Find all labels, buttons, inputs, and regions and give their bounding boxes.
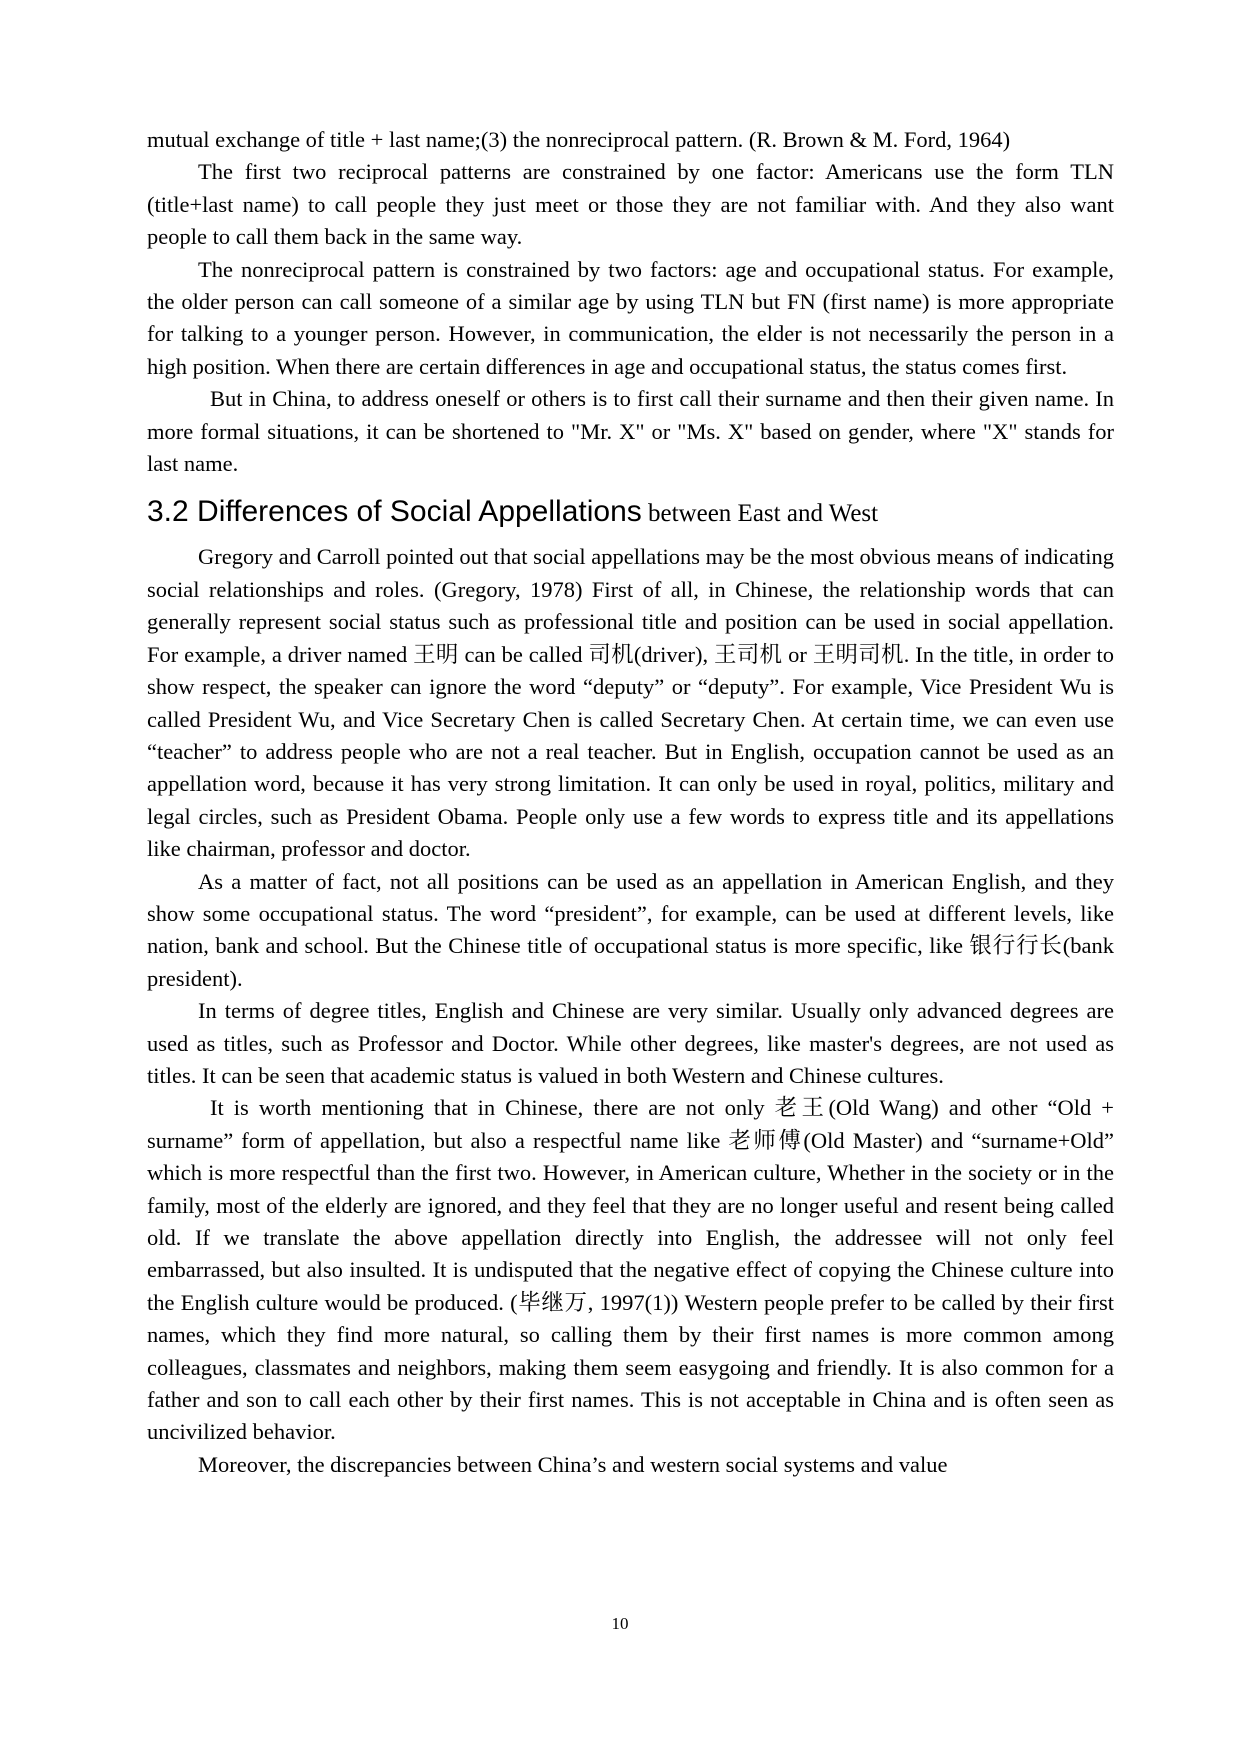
section-heading-sub: between East and West <box>641 500 879 528</box>
paragraph-china-addressing: But in China, to address oneself or others is to first call their surname and then their given name. In more formal situations, it can be shortened to "Mr. X" or "Ms. X" based on gender, where "X" stands for last name. <box>147 386 1114 477</box>
paragraph-old-surname: It is worth mentioning that in Chinese, there are not only 老王(Old Wang) and other “Old + surname” form of appellation, but also a respectful name like 老师傅(Old Master) and “surname+Old” which is more respectful than the first two. However, in American culture, Whether in the society or in the family, most of the elderly are ignored, and they feel that they are no longer useful and resent being called old. If we translate the above appellation directly into English, the addressee will not only feel embarrassed, but also insulted. It is undisputed that the negative effect of copying the Chinese culture into the English culture would be produced. (毕继万, 1997(1)) Western people prefer to be called by their first names, which they find more natural, so calling them by their first names is more common among colleagues, classmates and neighbors, making them seem easygoing and friendly. It is also common for a father and son to call each other by their first names. This is not acceptable in China and is often seen as uncivilized behavior. <box>147 1095 1114 1445</box>
body-text <box>147 124 1114 1481</box>
page-number: 10 <box>611 1614 629 1633</box>
paragraph-nonreciprocal-pattern: The nonreciprocal pattern is constrained by two factors: age and occupational status. For example, the older person can call someone of a similar age by using TLN but FN (first name) is more appropriate for talking to a younger person. However, in communication, the elder is not necessarily the person in a high position. When there are certain differences in age and occupational status, the status comes first. <box>147 256 1114 379</box>
paragraph-positions-appellation: As a matter of fact, not all positions can be used as an appellation in American English, and they show some occupational status. The word “president”, for example, can be used at different levels, like nation, bank and school. But the Chinese title of occupational status is more specific, like 银行行长(bank president). <box>147 868 1114 991</box>
paragraph-degree-titles: In terms of degree titles, English and Chinese are very similar. Usually only advanced degrees are used as titles, such as Professor and Doctor. While other degrees, like master's degrees, are not used as titles. It can be seen that academic status is valued in both Western and Chinese cultures. <box>147 998 1114 1088</box>
section-heading-main: 3.2 Differences of Social Appellations <box>147 495 642 529</box>
paragraph-moreover: Moreover, the discrepancies between China’s and western social systems and value <box>198 1451 948 1477</box>
paragraph-reciprocal-patterns: The first two reciprocal patterns are constrained by one factor: Americans use the form TLN (title+last name) to call people they just meet or those they are not familiar with. And they also want people to call them back in the same way. <box>147 159 1114 250</box>
paragraph-continuation: mutual exchange of title + last name;(3) the nonreciprocal pattern. (R. Brown & M. Ford, 1964) <box>147 127 1011 152</box>
paragraph-gregory-carroll: Gregory and Carroll pointed out that social appellations may be the most obvious means of indicating social relationships and roles. (Gregory, 1978) First of all, in Chinese, the relationship words that can generally represent social status such as professional title and position can be used in social appellation. For example, a driver named 王明 can be called 司机(driver), 王司机 or 王明司机. In the title, in order to show respect, the speaker can ignore the word “deputy” or “deputy”. For example, Vice President Wu is called President Wu, and Vice Secretary Chen is called Secretary Chen. At certain time, we can even use “teacher” to address people who are not a real teacher. But in English, occupation cannot be used as an appellation word, because it has very strong limitation. It can only be used in royal, politics, military and legal circles, such as President Obama. People only use a few words to express title and its appellations like chairman, professor and doctor. <box>147 544 1114 862</box>
section-heading <box>147 492 1114 534</box>
